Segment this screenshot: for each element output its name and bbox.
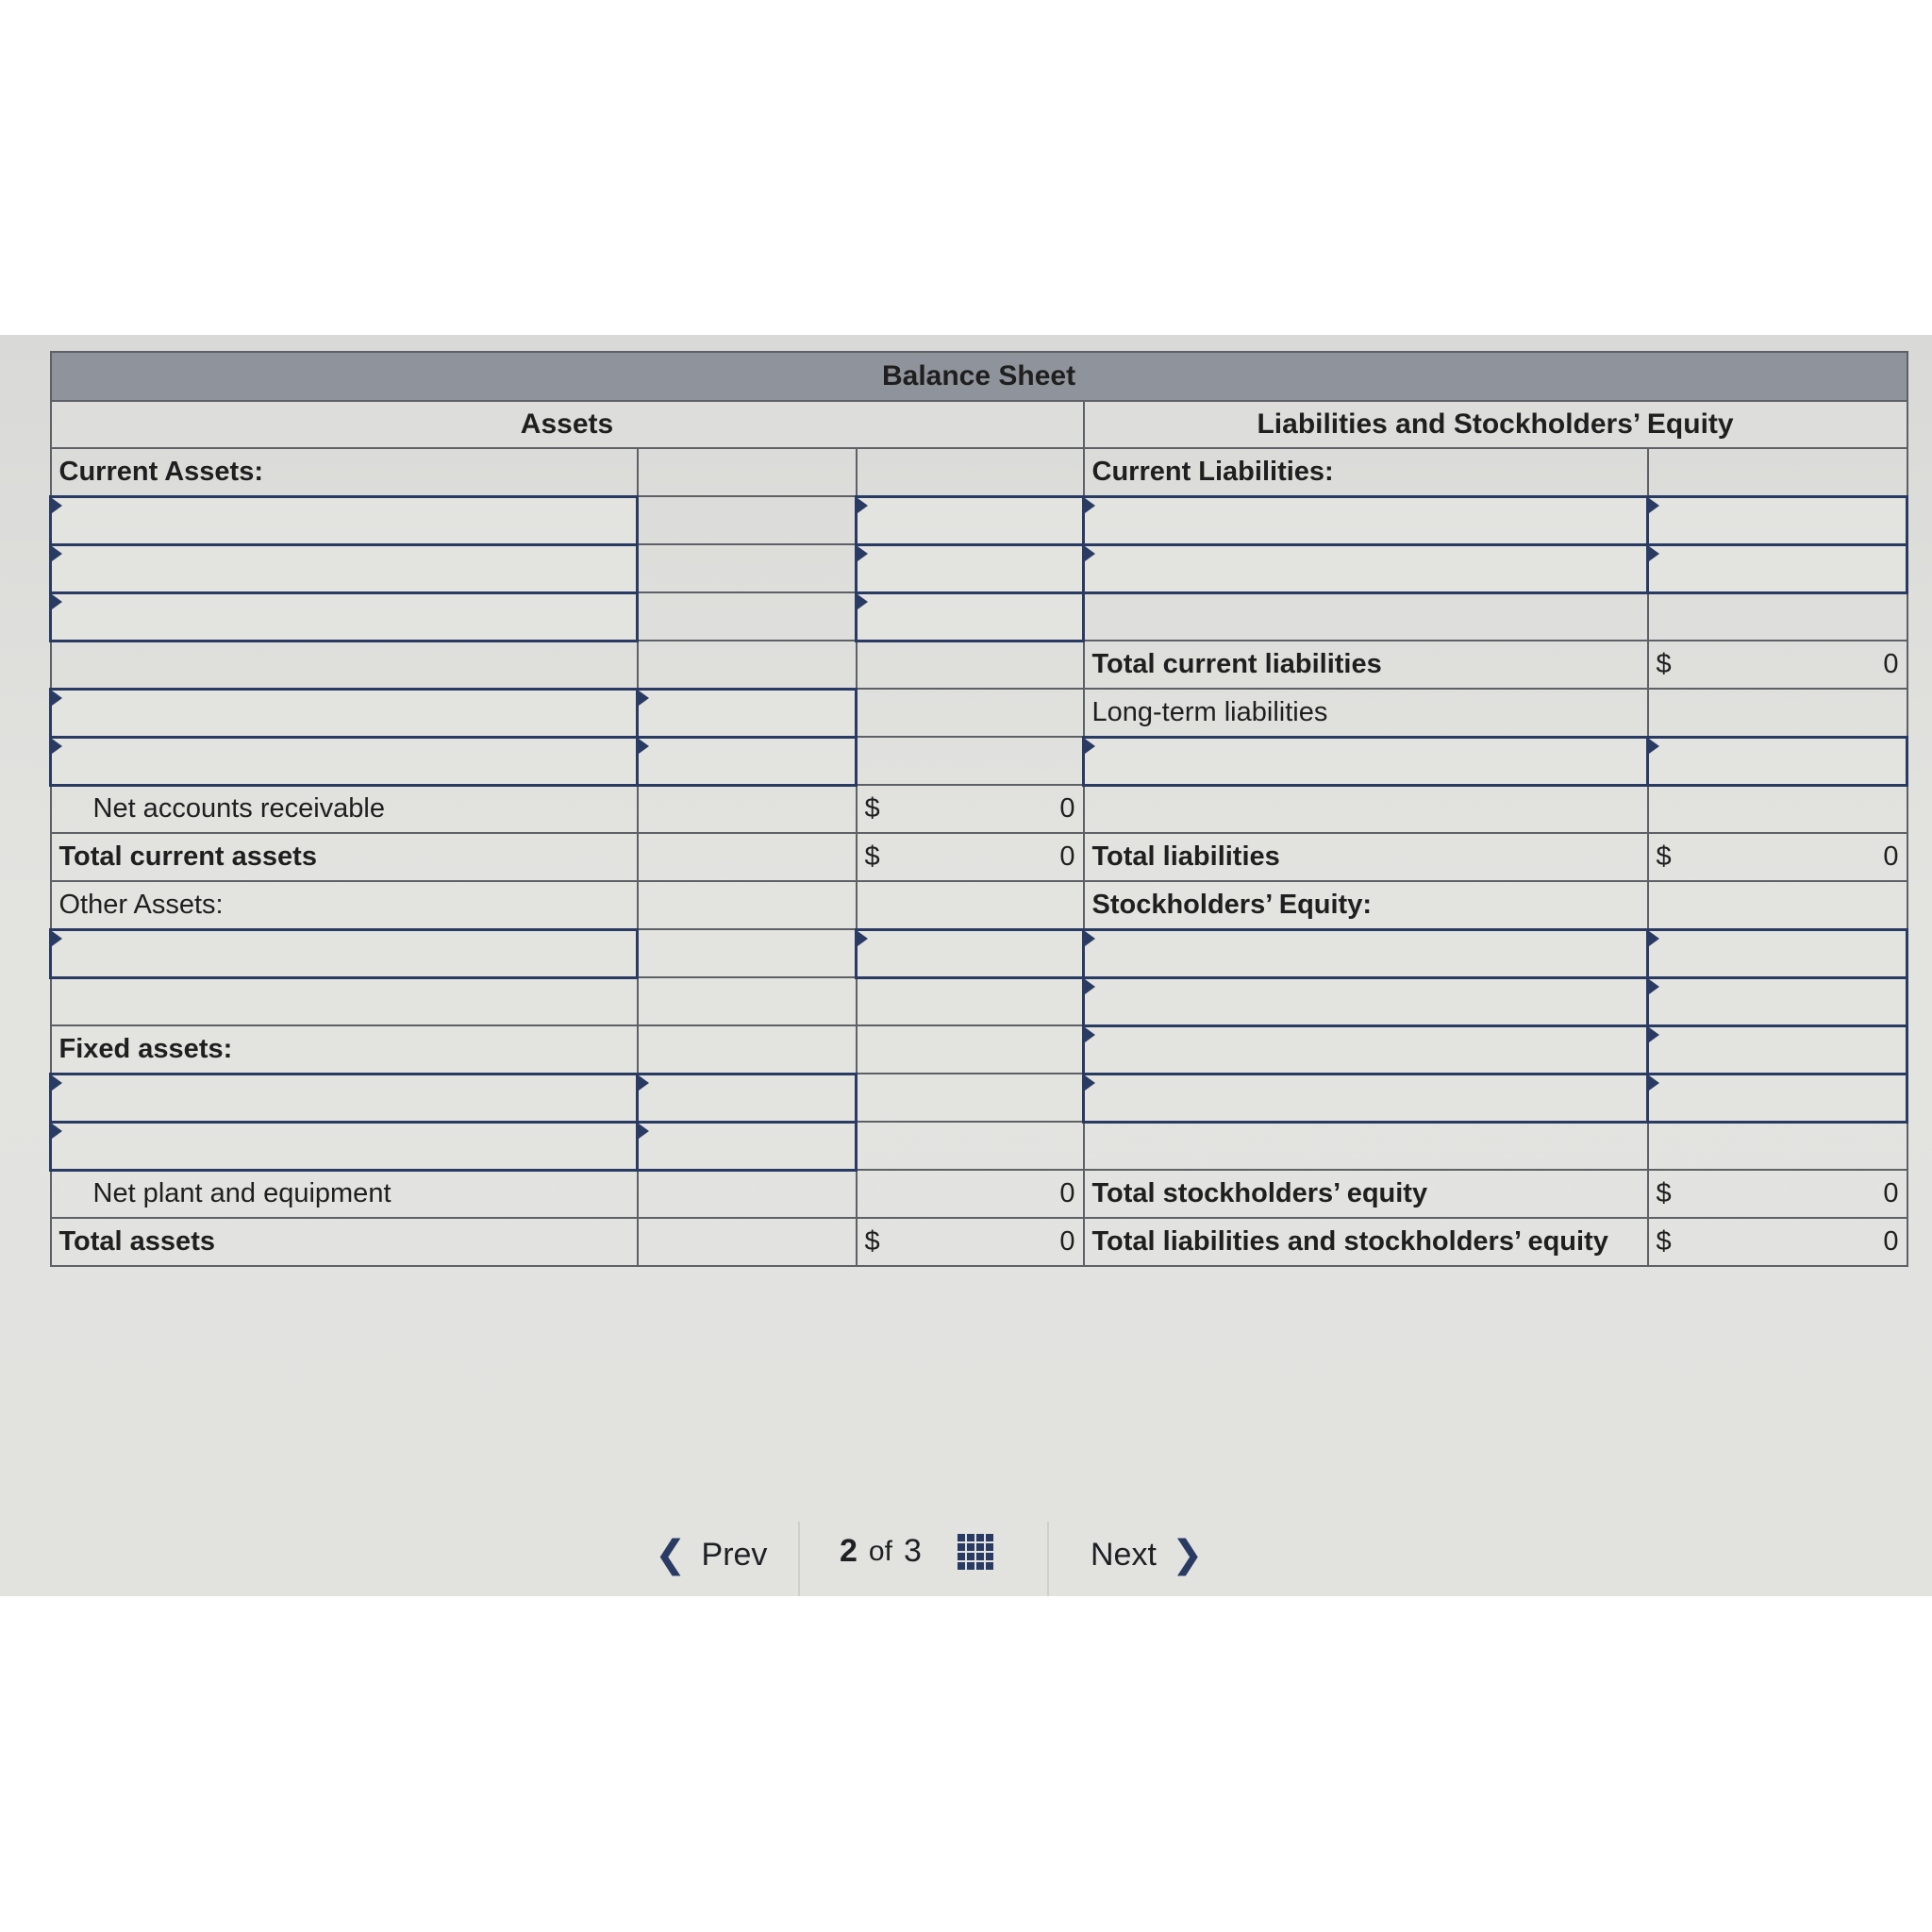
receivable-name-input[interactable]: [51, 737, 638, 785]
fixed-asset-amount-input[interactable]: [638, 1074, 857, 1122]
total-current-liabilities-label: Total current liabilities: [1084, 641, 1648, 689]
chevron-left-icon: ❮: [655, 1534, 687, 1575]
current-liability-name-input[interactable]: [1084, 544, 1648, 592]
screen: [0, 335, 1932, 1596]
total-stockholders-equity-label: Total stockholders’ equity: [1084, 1170, 1648, 1218]
net-accounts-receivable-value: $ 0: [857, 785, 1084, 833]
total-liabilities-equity-value: $ 0: [1648, 1218, 1907, 1266]
other-asset-amount-input[interactable]: [857, 929, 1084, 977]
current-liabilities-label: Current Liabilities:: [1084, 448, 1648, 496]
net-accounts-receivable-label: Net accounts receivable: [51, 785, 638, 833]
total-liabilities-value: $ 0: [1648, 833, 1907, 881]
total-stockholders-equity-value: $ 0: [1648, 1170, 1907, 1218]
total-assets-value: $ 0: [857, 1218, 1084, 1266]
pagination-bar: [0, 1522, 1932, 1596]
equity-name-input[interactable]: [1084, 1025, 1648, 1074]
grid-icon[interactable]: [958, 1534, 993, 1570]
other-asset-name-input[interactable]: [51, 929, 638, 977]
page-indicator: 2 of 3: [840, 1533, 993, 1570]
total-current-assets-value: $ 0: [857, 833, 1084, 881]
fixed-asset-name-input[interactable]: [51, 1122, 638, 1170]
current-asset-amount-input[interactable]: [857, 496, 1084, 544]
equity-name-input[interactable]: [1084, 929, 1648, 977]
equity-amount-input[interactable]: [1648, 929, 1907, 977]
long-term-liability-amount-input[interactable]: [1648, 737, 1907, 785]
fixed-assets-label: Fixed assets:: [51, 1025, 638, 1074]
total-current-liabilities-value: $ 0: [1648, 641, 1907, 689]
total-liabilities-label: Total liabilities: [1084, 833, 1648, 881]
other-assets-label: Other Assets:: [51, 881, 638, 929]
equity-name-input[interactable]: [1084, 977, 1648, 1025]
fixed-asset-name-input[interactable]: [51, 1074, 638, 1122]
total-liabilities-equity-label: Total liabilities and stockholders’ equity: [1084, 1218, 1648, 1266]
chevron-right-icon: ❯: [1171, 1534, 1204, 1575]
current-asset-name-input[interactable]: [51, 592, 638, 641]
equity-amount-input[interactable]: [1648, 1025, 1907, 1074]
current-asset-name-input[interactable]: [51, 496, 638, 544]
equity-amount-input[interactable]: [1648, 1074, 1907, 1122]
current-assets-label: Current Assets:: [51, 448, 638, 496]
receivable-amount-input[interactable]: [638, 737, 857, 785]
current-asset-amount-input[interactable]: [857, 592, 1084, 641]
total-current-assets-label: Total current assets: [51, 833, 638, 881]
receivable-amount-input[interactable]: [638, 689, 857, 737]
liabilities-header: Liabilities and Stockholders’ Equity: [1084, 401, 1907, 448]
prev-button[interactable]: ❮ Prev: [655, 1534, 768, 1575]
current-liability-amount-input[interactable]: [1648, 496, 1907, 544]
current-liability-amount-input[interactable]: [1648, 544, 1907, 592]
current-asset-name-input[interactable]: [51, 544, 638, 592]
fixed-asset-amount-input[interactable]: [638, 1122, 857, 1170]
receivable-name-input[interactable]: [51, 689, 638, 737]
total-assets-label: Total assets: [51, 1218, 638, 1266]
long-term-liabilities-label: Long-term liabilities: [1084, 689, 1648, 737]
current-liability-name-input[interactable]: [1084, 496, 1648, 544]
net-plant-equipment-label: Net plant and equipment: [51, 1170, 638, 1218]
assets-header: Assets: [51, 401, 1084, 448]
stockholders-equity-label: Stockholders’ Equity:: [1084, 881, 1648, 929]
current-asset-amount-input[interactable]: [857, 544, 1084, 592]
equity-amount-input[interactable]: [1648, 977, 1907, 1025]
equity-name-input[interactable]: [1084, 1074, 1648, 1122]
balance-sheet-table: [49, 351, 1908, 1267]
long-term-liability-name-input[interactable]: [1084, 737, 1648, 785]
net-plant-equipment-value: 0: [857, 1170, 1084, 1218]
table-title: Balance Sheet: [51, 352, 1907, 401]
next-button[interactable]: Next ❯: [1091, 1534, 1204, 1575]
